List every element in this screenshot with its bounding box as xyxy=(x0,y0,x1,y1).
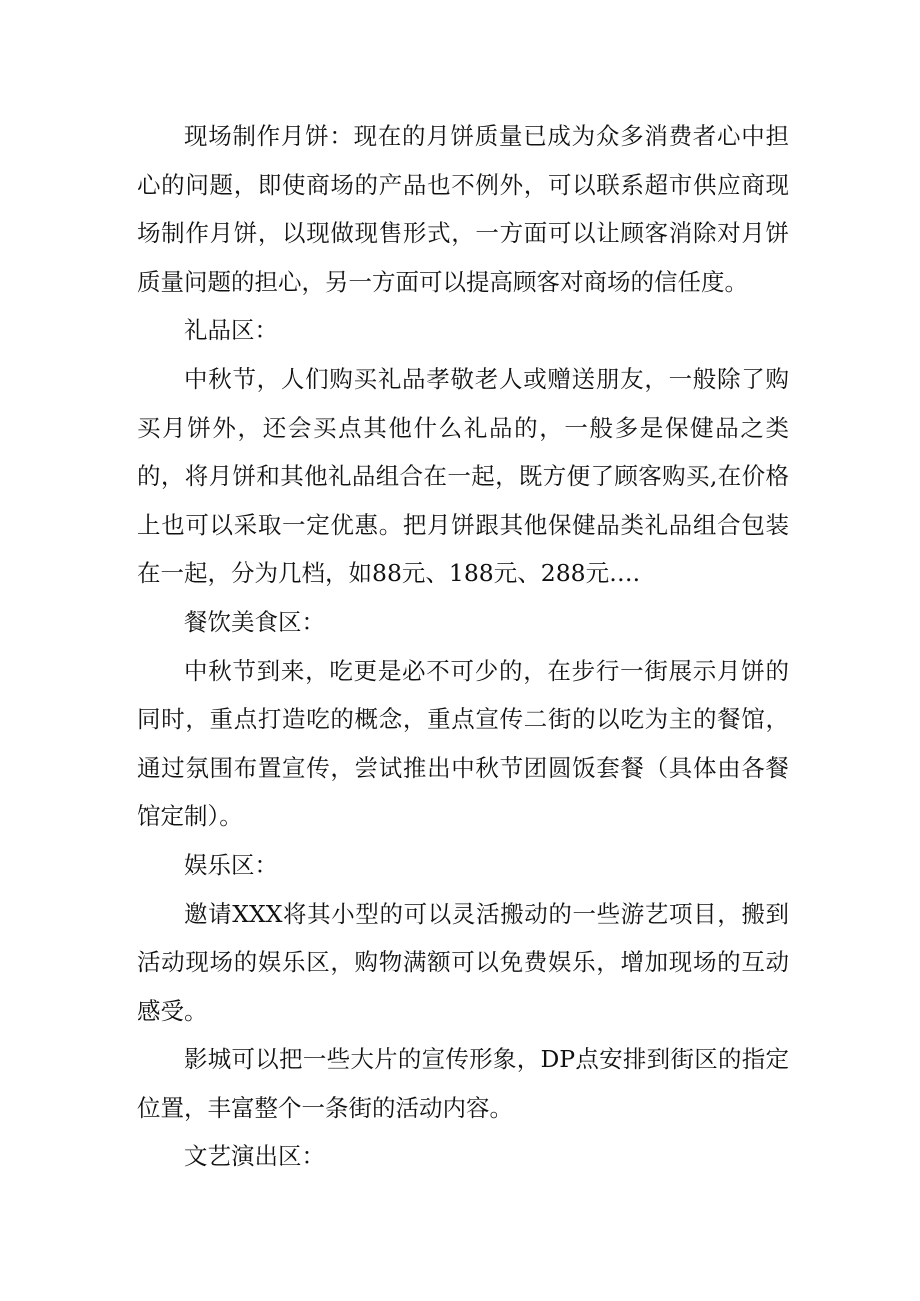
paragraph-gift-area: 中秋节，人们购买礼品孝敬老人或赠送朋友，一般除了购买月饼外，还会买点其他什么礼品的，一般多是保健品之类的，将月饼和其他礼品组合在一起，既方便了顾客购买,在价格上也可以采取一定优惠。把月饼跟其他保健品类礼品组合包装在一起，分为几档，如88元、188元、288元…. xyxy=(137,364,789,588)
paragraph-entertainment-area: 邀请XXX将其小型的可以灵活搬动的一些游艺项目，搬到活动现场的娱乐区，购物满额可以免费娱乐，增加现场的互动感受。 xyxy=(137,899,789,1025)
document-body xyxy=(137,112,789,1181)
heading-gift-area: 礼品区： xyxy=(184,316,278,345)
heading-performance-area: 文艺演出区： xyxy=(184,1142,325,1171)
paragraph-cinema: 影城可以把一些大片的宣传形象，DP点安排到街区的指定位置，丰富整个一条街的活动内容。 xyxy=(137,1045,789,1122)
paragraph-dining-area: 中秋节到来，吃更是必不可少的，在步行一街展示月饼的同时，重点打造吃的概念，重点宣传二街的以吃为主的餐馆，通过氛围布置宣传，尝试推出中秋节团圆饭套餐（具体由各餐馆定制）。 xyxy=(137,656,789,831)
heading-dining-area: 餐饮美食区： xyxy=(184,607,325,636)
paragraph-mooncake-onsite: 现场制作月饼：现在的月饼质量已成为众多消费者心中担心的问题，即使商场的产品也不例外，可以联系超市供应商现场制作月饼，以现做现售形式，一方面可以让顾客消除对月饼质量问题的担心，另一方面可以提高顾客对商场的信任度。 xyxy=(137,122,789,296)
heading-entertainment-area: 娱乐区： xyxy=(184,850,278,879)
